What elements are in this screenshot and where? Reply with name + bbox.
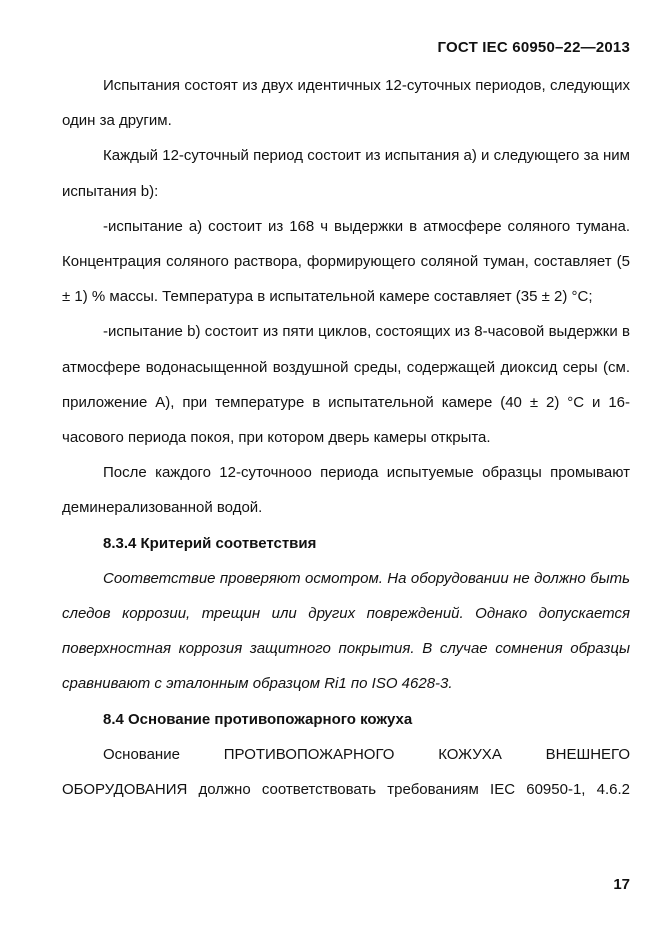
paragraph-rinsing: После каждого 12-суточноoo периода испытуемые образцы промывают деминерализованной водой. — [62, 464, 630, 517]
document-body — [62, 68, 630, 807]
document-code-header: ГОСТ IEC 60950–22—2013 — [437, 39, 630, 56]
paragraph-test-periods: Испытания состоят из двух идентичных 12-суточных периодов, следующих один за другим. — [62, 77, 630, 130]
paragraph-test-b: -испытание b) состоит из пяти циклов, состоящих из 8-часовой выдержки в атмосфере водонасыщенной воздушной среды, содержащей диоксид серы (см. приложение A), при температуре в испытательной камере (40 ± 2) °С и 16-часового периода покоя, при котором дверь камеры открыта. — [62, 323, 630, 447]
paragraph-test-a: -испытание a) состоит из 168 ч выдержки в атмосфере соляного тумана. Концентрация соляного раствора, формирующего соляной туман, составляет (5 ± 1) % массы. Температура в испытательной камере составляет (35 ± 2) °С; — [62, 217, 630, 306]
section-heading-8-3-4: 8.3.4 Критерий соответствия — [103, 534, 317, 552]
paragraph-period-composition: Каждый 12-суточный период состоит из испытания a) и следующего за ним испытания b): — [62, 147, 630, 200]
paragraph-compliance-criteria: Соответствие проверяют осмотром. На оборудовании не должно быть следов коррозии, трещин или других повреждений. Однако допускается поверхностная коррозия защитного покрытия. В случае сомнения образцы сравнивают с эталонным образцом Ri1 по ISO 4628-3. — [62, 569, 630, 693]
page-number: 17 — [613, 876, 630, 893]
paragraph-enclosure-base: Основание ПРОТИВОПОЖАРНОГО КОЖУХА ВНЕШНЕГО ОБОРУДОВАНИЯ должно соответствовать требованиям IEC 60950-1, 4.6.2 — [62, 745, 630, 799]
section-heading-8-4: 8.4 Основание противопожарного кожуха — [103, 710, 413, 728]
